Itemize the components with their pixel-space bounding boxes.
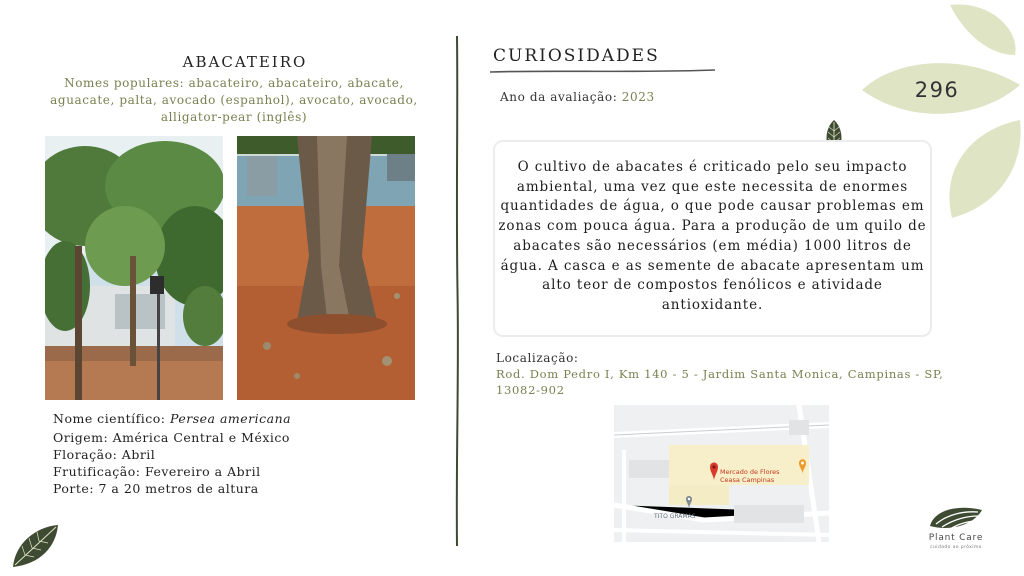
column-divider [452,36,462,546]
popular-names: Nomes populares: abacateiro, abacateiro, abacate, aguacate, palta, avocado (espanhol), avocato, avocado, alligator-pear (inglês) [50,76,418,124]
evaluation-year: Ano da avaliação: 2023 [500,90,655,104]
location-label: Localização: [496,351,579,365]
map-place-line2: Ceasa Campinas [720,476,775,484]
location-map[interactable] [614,405,829,542]
photo-avocado-trunk [237,136,415,400]
photo-avocado-tree [45,136,223,400]
fruiting: Frutificação: Fevereiro a Abril [53,464,261,479]
origin: Origem: América Central e México [53,430,290,445]
scientific-name: Nome científico: Persea americana [53,411,292,426]
page-number: 296 [914,78,960,102]
plant-facts [53,410,433,497]
brand-name: Plant Care [928,533,984,543]
curiosities-title: CURIOSIDADES [493,46,660,66]
scientific-name-value: Persea americana [170,411,292,426]
plant-size: Porte: 7 a 20 metros de altura [53,481,259,496]
flowering: Floração: Abril [53,447,156,462]
leaf-icon-bottom [10,522,62,570]
location-address: Rod. Dom Pedro I, Km 140 - 5 - Jardim Santa Monica, Campinas - SP, 13082-902 [496,367,944,397]
evaluation-year-value: 2023 [621,90,655,104]
brand-tagline: cuidado ao próximo [930,545,982,550]
map-poi-label: TITO GRAMAS [654,513,696,520]
plant-title: ABACATEIRO [182,53,308,71]
map-place-line1: Mercado de Flores [720,468,780,476]
curiosity-text: O cultivo de abacates é criticado pelo seu impacto ambiental, uma vez que este necessita de enormes quantidades de água, o que pode causar problemas em zonas com pouca água. Para a produção de um quilo de abacates são necessários (em média) 1000 litros de água. A casca e as semente de abacate apresentam um alto teor de compostos fenólicos e atividade antioxidante. [498,159,927,313]
title-underline [490,67,715,75]
decorative-leaves [860,0,1024,225]
brand-logo-icon [928,502,984,532]
